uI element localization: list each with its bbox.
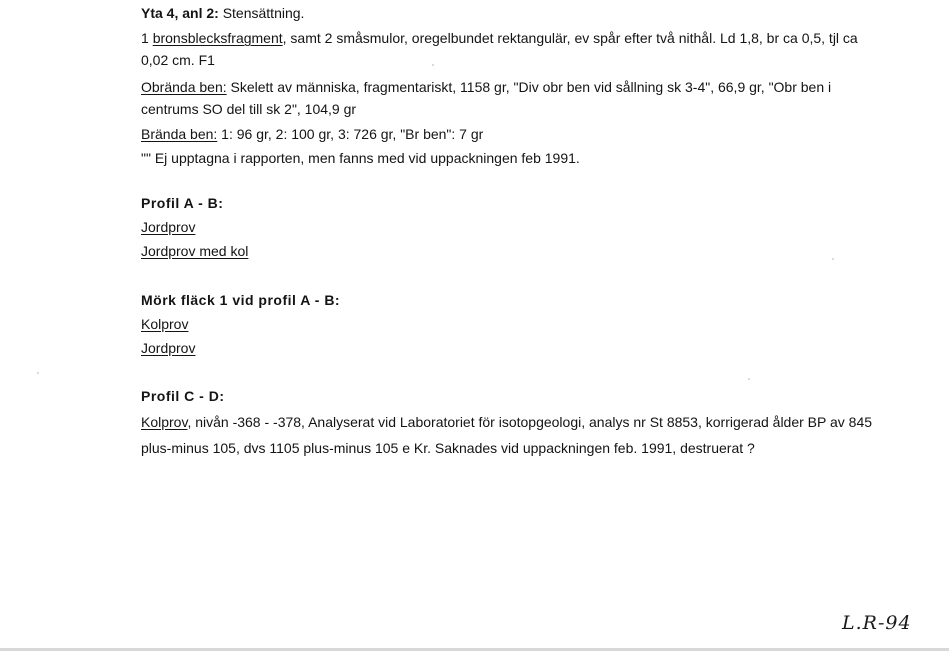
profil-cd-heading: Profil C - D:	[141, 388, 225, 404]
profil-ab-item-1: Jordprov	[141, 219, 196, 235]
branda-text: 1: 96 gr, 2: 100 gr, 3: 726 gr, "Br ben": 7 gr	[217, 126, 484, 142]
speck	[37, 372, 39, 374]
profil-cd-line-1	[141, 414, 872, 431]
profil-cd-line-2: plus-minus 105, dvs 1105 plus-minus 105 e Kr. Saknades vid uppackningen feb. 1991, destruerat ?	[141, 440, 755, 456]
profil-ab-heading: Profil A - B:	[141, 195, 224, 211]
yta-heading	[141, 5, 304, 22]
brons-link: bronsblecksfragment	[152, 30, 283, 46]
brons-count: 1	[141, 30, 153, 46]
yta-heading-bold: Yta 4, anl 2:	[141, 5, 219, 21]
mork-flack-item-2: Jordprov	[141, 340, 196, 356]
yta-heading-rest: Stensättning.	[218, 5, 305, 21]
mork-flack-heading: Mörk fläck 1 vid profil A - B:	[141, 292, 341, 308]
obranda-line-1	[141, 79, 831, 96]
profil-cd-kolprov: Kolprov	[141, 414, 188, 430]
obranda-label: Obrända ben:	[141, 79, 227, 95]
profil-ab-item-2: Jordprov med kol	[141, 243, 249, 259]
obranda-line-2: centrums SO del till sk 2", 104,9 gr	[141, 101, 357, 117]
speck	[832, 258, 834, 260]
speck	[432, 64, 434, 66]
brons-line-1	[141, 30, 858, 47]
branda-label: Brända ben:	[141, 126, 218, 142]
note-line: "" Ej upptagna i rapporten, men fanns med vid uppackningen feb 1991.	[141, 150, 580, 166]
obranda-text-1: Skelett av människa, fragmentariskt, 1158 gr, "Div obr ben vid sållning sk 3-4", 66,9 gr, "Obr ben i	[226, 79, 832, 95]
branda-line	[141, 126, 483, 143]
brons-line-2: 0,02 cm. F1	[141, 52, 215, 68]
brons-text-1: , samt 2 småsmulor, oregelbundet rektangulär, ev spår efter två nithål. Ld 1,8, br ca 0,5, tjl ca	[282, 30, 858, 46]
handwritten-mark: L.R-94	[842, 612, 912, 634]
mork-flack-item-1: Kolprov	[141, 316, 189, 332]
speck	[748, 378, 750, 380]
profil-cd-text-1: , nivån -368 - -378, Analyserat vid Laboratoriet för isotopgeologi, analys nr St 8853, korrigerad ålder BP av 845	[187, 414, 873, 430]
